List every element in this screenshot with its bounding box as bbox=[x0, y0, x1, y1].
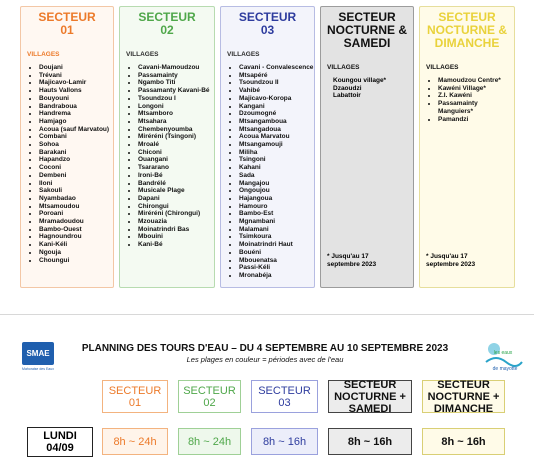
sector-nocturne-samedi-title bbox=[321, 7, 413, 50]
village-item: • Iloni bbox=[39, 180, 113, 188]
header-sector-03 bbox=[251, 380, 318, 413]
village-item: • Z.I. Kawéni bbox=[438, 92, 514, 100]
header-line: SECTEUR bbox=[343, 378, 397, 391]
village-item: • Mtsamoudou bbox=[39, 203, 113, 211]
sector-01-title-line2: 01 bbox=[60, 23, 74, 37]
village-item: • Nyambadao bbox=[39, 195, 113, 203]
header-line: SECTEUR bbox=[108, 384, 162, 397]
villages-label: VILLAGES bbox=[327, 64, 360, 71]
village-item: • Acoua (sauf Marvatou) bbox=[39, 126, 113, 134]
sector-02-title bbox=[120, 7, 214, 37]
village-item: • Hauts Vallons bbox=[39, 87, 113, 95]
village-item: • Pamandzi bbox=[438, 116, 514, 124]
village-item: • Kani-Bé bbox=[138, 241, 214, 249]
sector-01-village-list bbox=[21, 64, 113, 264]
sector-02-card bbox=[119, 6, 215, 288]
sector-nocturne-dimanche-card bbox=[419, 6, 515, 288]
note-line2: septembre 2023 bbox=[426, 260, 476, 268]
village-item: • Kani-Kéli bbox=[39, 241, 113, 249]
village-item: • Majicavo-Koropa bbox=[239, 95, 314, 103]
village-item: • Sada bbox=[239, 172, 314, 180]
village-item: • Handrema bbox=[39, 110, 113, 118]
sector-02-title-line2: 02 bbox=[160, 23, 174, 37]
village-item: Labattoir bbox=[333, 92, 361, 100]
village-item: • Coconi bbox=[39, 164, 113, 172]
day-name: LUNDI bbox=[43, 430, 77, 442]
village-item: • Bouéni bbox=[239, 249, 314, 257]
village-item: • Chiconi bbox=[138, 149, 214, 157]
sector-03-title-line2: 03 bbox=[260, 23, 275, 37]
village-item: • Mronabéja bbox=[239, 272, 314, 280]
time-nocturne-dimanche: 8h ~ 16h bbox=[422, 428, 505, 455]
village-item: • Moinatrindri Haut bbox=[239, 241, 314, 249]
header-sector-02 bbox=[178, 380, 241, 413]
sector-nocturne-samedi-card bbox=[320, 6, 414, 288]
village-item: • Hamjago bbox=[39, 118, 113, 126]
village-item: • Dembeni bbox=[39, 172, 113, 180]
village-item: • Bambo-Est bbox=[239, 210, 314, 218]
village-item: • Mangajou bbox=[239, 180, 314, 188]
village-item: • Tsoundzou II bbox=[239, 79, 314, 87]
header-line: SECTEUR bbox=[258, 384, 311, 397]
village-item: • Ongoujou bbox=[239, 187, 314, 195]
village-item: • Mtsamboro bbox=[138, 110, 214, 118]
village-item: • Cavani-Mamoudzou bbox=[138, 64, 214, 72]
village-item: • Tsararano bbox=[138, 164, 214, 172]
village-item: • Tsimkoura bbox=[239, 233, 314, 241]
nocturne-samedi-title-line2: NOCTURNE & bbox=[327, 23, 407, 37]
village-item: • Mgnambani bbox=[239, 218, 314, 226]
wave-icon bbox=[486, 358, 522, 366]
nocturne-samedi-note bbox=[327, 253, 376, 268]
village-item: • Passamainty Manguiers* bbox=[438, 100, 514, 115]
smae-logo-subtitle: Mahoraise des Eaux bbox=[22, 367, 54, 371]
village-item: • Kawéni Village* bbox=[438, 85, 514, 93]
village-item: • Mtsahara bbox=[138, 118, 214, 126]
village-item: • Cavani - Convalescence bbox=[239, 64, 314, 72]
time-nocturne-samedi: 8h ~ 16h bbox=[328, 428, 412, 455]
planning-subtitle: Les plages en couleur = périodes avec de l'eau bbox=[186, 355, 344, 364]
village-item: • Passamanty Kavani-Bé bbox=[138, 87, 214, 95]
village-item: • Kahani bbox=[239, 164, 314, 172]
village-item: • Moinatrindri Bas bbox=[138, 226, 214, 234]
nocturne-dimanche-title-line3: DIMANCHE bbox=[434, 36, 500, 50]
sector-03-title bbox=[221, 7, 314, 37]
village-item: • Mroalé bbox=[138, 141, 214, 149]
village-item: • Majicavo-Lamir bbox=[39, 79, 113, 87]
day-date: 04/09 bbox=[46, 442, 74, 454]
village-item: • Hagnoundrou bbox=[39, 233, 113, 241]
header-line: SAMEDI bbox=[348, 402, 392, 415]
village-item: • Bouyouni bbox=[39, 95, 113, 103]
header-line: SECTEUR bbox=[437, 378, 490, 391]
village-item: • Hamouro bbox=[239, 203, 314, 211]
village-item: • Hajangoua bbox=[239, 195, 314, 203]
time-sector-03: 8h ~ 16h bbox=[251, 428, 318, 455]
header-line: 01 bbox=[128, 396, 142, 409]
brand-text-top: les eaux bbox=[493, 350, 513, 356]
village-item: • Longoni bbox=[138, 103, 214, 111]
nocturne-samedi-village-list bbox=[333, 77, 413, 100]
village-item: • Combani bbox=[39, 133, 113, 141]
village-item: • Passi-Kéli bbox=[239, 264, 314, 272]
village-item: • Ouangani bbox=[138, 156, 214, 164]
village-item: • Dapani bbox=[138, 195, 214, 203]
village-item: Dzaoudzi bbox=[333, 84, 362, 92]
sector-01-title bbox=[21, 7, 113, 37]
time-sector-02: 8h ~ 24h bbox=[178, 428, 241, 455]
note-line2: septembre 2023 bbox=[327, 260, 377, 268]
villages-label: VILLAGES bbox=[126, 51, 159, 58]
nocturne-dimanche-note bbox=[426, 253, 475, 268]
village-item: • Vahibé bbox=[239, 87, 314, 95]
village-item: • Trévani bbox=[39, 72, 113, 80]
nocturne-samedi-title-line3: SAMEDI bbox=[343, 36, 391, 50]
section-divider bbox=[0, 314, 534, 315]
planning-title: PLANNING DES TOURS D'EAU – DU 4 SEPTEMBRE AU 10 SEPTEMBRE 2023 bbox=[81, 343, 449, 354]
villages-label: VILLAGES bbox=[426, 64, 459, 71]
brand-text-bottom: de mayotte bbox=[492, 366, 518, 372]
village-item: • Malamani bbox=[239, 226, 314, 234]
header-nocturne-dimanche bbox=[422, 380, 505, 413]
village-item: • Mamoudzou Centre* bbox=[438, 77, 514, 85]
sector-01-title-line1: SECTEUR bbox=[38, 10, 96, 24]
sector-03-village-list bbox=[221, 64, 314, 280]
village-item: • Barakani bbox=[39, 149, 113, 157]
nocturne-dimanche-village-list bbox=[420, 77, 514, 123]
header-line: DIMANCHE bbox=[433, 402, 494, 415]
village-item: • Passamainty bbox=[138, 72, 214, 80]
eaux-de-mayotte-logo bbox=[482, 340, 524, 372]
village-item: Koungou village* bbox=[333, 77, 387, 84]
villages-label: VILLAGES bbox=[27, 51, 60, 58]
village-item: • Hapandzo bbox=[39, 156, 113, 164]
village-item: • Mtsapéré bbox=[239, 72, 314, 80]
village-item: • Miliha bbox=[239, 149, 314, 157]
nocturne-dimanche-title-line2: NOCTURNE & bbox=[427, 23, 507, 37]
nocturne-samedi-title-line1: SECTEUR bbox=[338, 10, 396, 24]
village-item: • Bandrélé bbox=[138, 180, 214, 188]
sector-03-card bbox=[220, 6, 315, 288]
village-item: • Mtsangadoua bbox=[239, 126, 314, 134]
village-item: • Mtsangamouji bbox=[239, 141, 314, 149]
nocturne-dimanche-title-line1: SECTEUR bbox=[438, 10, 496, 24]
village-item: • Miréréni (Tsingoni) bbox=[138, 133, 214, 141]
sector-02-title-line1: SECTEUR bbox=[138, 10, 196, 24]
village-item: • Mbouenatsa bbox=[239, 257, 314, 265]
village-item: • Musicale Plage bbox=[138, 187, 214, 195]
sector-nocturne-dimanche-title bbox=[420, 7, 514, 50]
note-line1: * Jusqu'au 17 bbox=[327, 253, 369, 260]
sector-02-village-list bbox=[120, 64, 214, 249]
village-item: • Dzoumogné bbox=[239, 110, 314, 118]
village-item: • Poroani bbox=[39, 210, 113, 218]
smae-logo: SMAE bbox=[22, 342, 54, 365]
village-item: • Kangani bbox=[239, 103, 314, 111]
sector-03-title-line1: SECTEUR bbox=[238, 10, 297, 24]
header-line: NOCTURNE + bbox=[334, 390, 406, 403]
village-item: • Bandraboua bbox=[39, 103, 113, 111]
village-item: • Mtsangamboua bbox=[239, 118, 314, 126]
header-line: SECTEUR bbox=[183, 384, 236, 397]
time-sector-01: 8h ~ 24h bbox=[102, 428, 168, 455]
village-item: • Chembenyoumba bbox=[138, 126, 214, 134]
villages-label: VILLAGES bbox=[227, 51, 260, 58]
village-item: • Mbouini bbox=[138, 233, 214, 241]
header-line: 02 bbox=[203, 396, 216, 409]
village-item: • Sakouli bbox=[39, 187, 113, 195]
village-item: • Mzouazia bbox=[138, 218, 214, 226]
village-item: • Tsingoni bbox=[239, 156, 314, 164]
village-item: • Tsoundzou I bbox=[138, 95, 214, 103]
village-item: • Ngambo Titi bbox=[138, 79, 214, 87]
village-item: • Bambo-Ouest bbox=[39, 226, 113, 234]
village-item: • Sohoa bbox=[39, 141, 113, 149]
header-sector-01 bbox=[102, 380, 168, 413]
header-nocturne-samedi bbox=[328, 380, 412, 413]
note-line1: * Jusqu'au 17 bbox=[426, 253, 468, 260]
village-item: • Ironi-Bé bbox=[138, 172, 214, 180]
village-item: • Mramadoudou bbox=[39, 218, 113, 226]
village-item: • Choungui bbox=[39, 257, 113, 265]
village-item: • Acoua Marvatou bbox=[239, 133, 314, 141]
day-cell-lundi bbox=[27, 427, 93, 457]
village-item: • Chirongui bbox=[138, 203, 214, 211]
village-item: • Miréréni (Chirongui) bbox=[138, 210, 214, 218]
village-item: • Ngouja bbox=[39, 249, 113, 257]
sector-01-card bbox=[20, 6, 114, 288]
header-line: NOCTURNE + bbox=[427, 390, 500, 403]
village-item: • Doujani bbox=[39, 64, 113, 72]
header-line: 03 bbox=[278, 396, 291, 409]
